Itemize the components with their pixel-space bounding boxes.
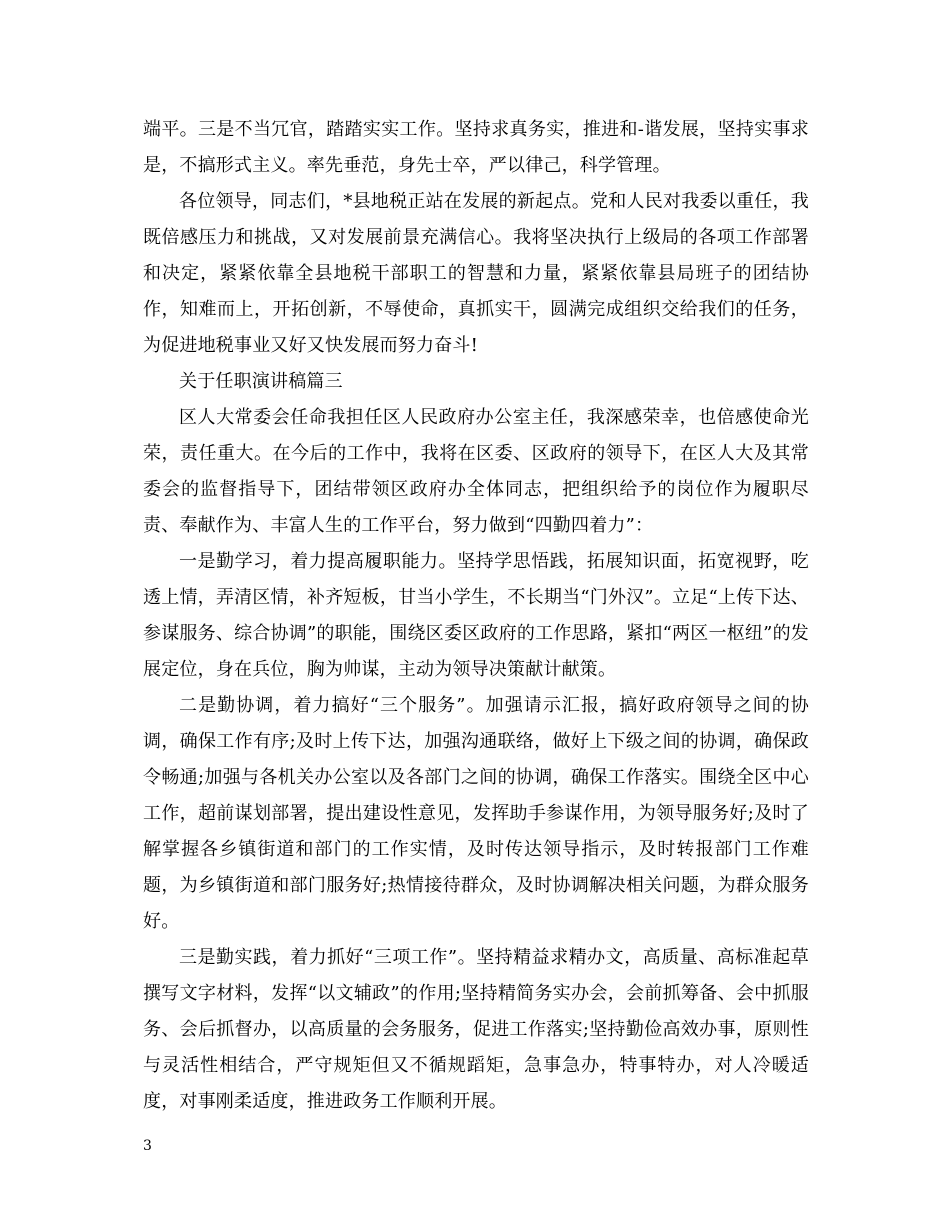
paragraph-4: 一是勤学习，着力提高履职能力。坚持学思悟践，拓展知识面，拓宽视野，吃透上情，弄清区情，补齐短板，甘当小学生，不长期当“门外汉”。立足“上传下达、参谋服务、综合协调”的职能，围绕区委区政府的工作思路，紧扣“两区一枢纽”的发展定位，身在兵位，胸为帅谋，主动为领导决策献计献策。 bbox=[143, 551, 809, 680]
body-text bbox=[143, 112, 809, 1120]
page-number: 3 bbox=[143, 1138, 152, 1154]
paragraph-2: 各位领导，同志们，*县地税正站在发展的新起点。党和人民对我委以重任，我既倍感压力和挑战，又对发展前景充满信心。我将坚决执行上级局的各项工作部署和决定，紧紧依靠全县地税干部职工的智慧和力量，紧紧依靠县局班子的团结协作，知难而上，开拓创新，不辱使命，真抓实干，圆满完成组织交给我们的任务，为促进地税事业又好又快发展而努力奋斗! bbox=[143, 191, 809, 356]
section-heading: 关于任职演讲稿篇三 bbox=[179, 371, 343, 392]
paragraph-3: 区人大常委会任命我担任区人民政府办公室主任，我深感荣幸，也倍感使命光荣，责任重大。在今后的工作中，我将在区委、区政府的领导下，在区人大及其常委会的监督指导下，团结带领区政府办全体同志，把组织给予的岗位作为履职尽责、奉献作为、丰富人生的工作平台，努力做到“四勤四着力”： bbox=[143, 407, 809, 536]
paragraph-5: 二是勤协调，着力搞好“三个服务”。加强请示汇报，搞好政府领导之间的协调，确保工作有序;及时上传下达，加强沟通联络，做好上下级之间的协调，确保政令畅通;加强与各机关办公室以及各部门之间的协调，确保工作落实。围绕全区中心工作，超前谋划部署，提出建设性意见，发挥助手参谋作用，为领导服务好;及时了解掌握各乡镇街道和部门的工作实情，及时传达领导指示，及时转报部门工作难题，为乡镇街道和部门服务好;热情接待群众，及时协调解决相关问题，为群众服务好。 bbox=[143, 695, 809, 932]
paragraph-1: 端平。三是不当冗官，踏踏实实工作。坚持求真务实，推进和-谐发展，坚持实事求是，不搞形式主义。率先垂范，身先士卒，严以律己，科学管理。 bbox=[143, 119, 809, 176]
paragraph-6: 三是勤实践，着力抓好“三项工作”。坚持精益求精办文，高质量、高标准起草撰写文字材料，发挥“以文辅政”的作用;坚持精简务实办会，会前抓筹备、会中抓服务、会后抓督办，以高质量的会务服务，促进工作落实;坚持勤俭高效办事，原则性与灵活性相结合，严守规矩但又不循规蹈矩，急事急办，特事特办，对人冷暖适度，对事刚柔适度，推进政务工作顺利开展。 bbox=[143, 947, 809, 1112]
